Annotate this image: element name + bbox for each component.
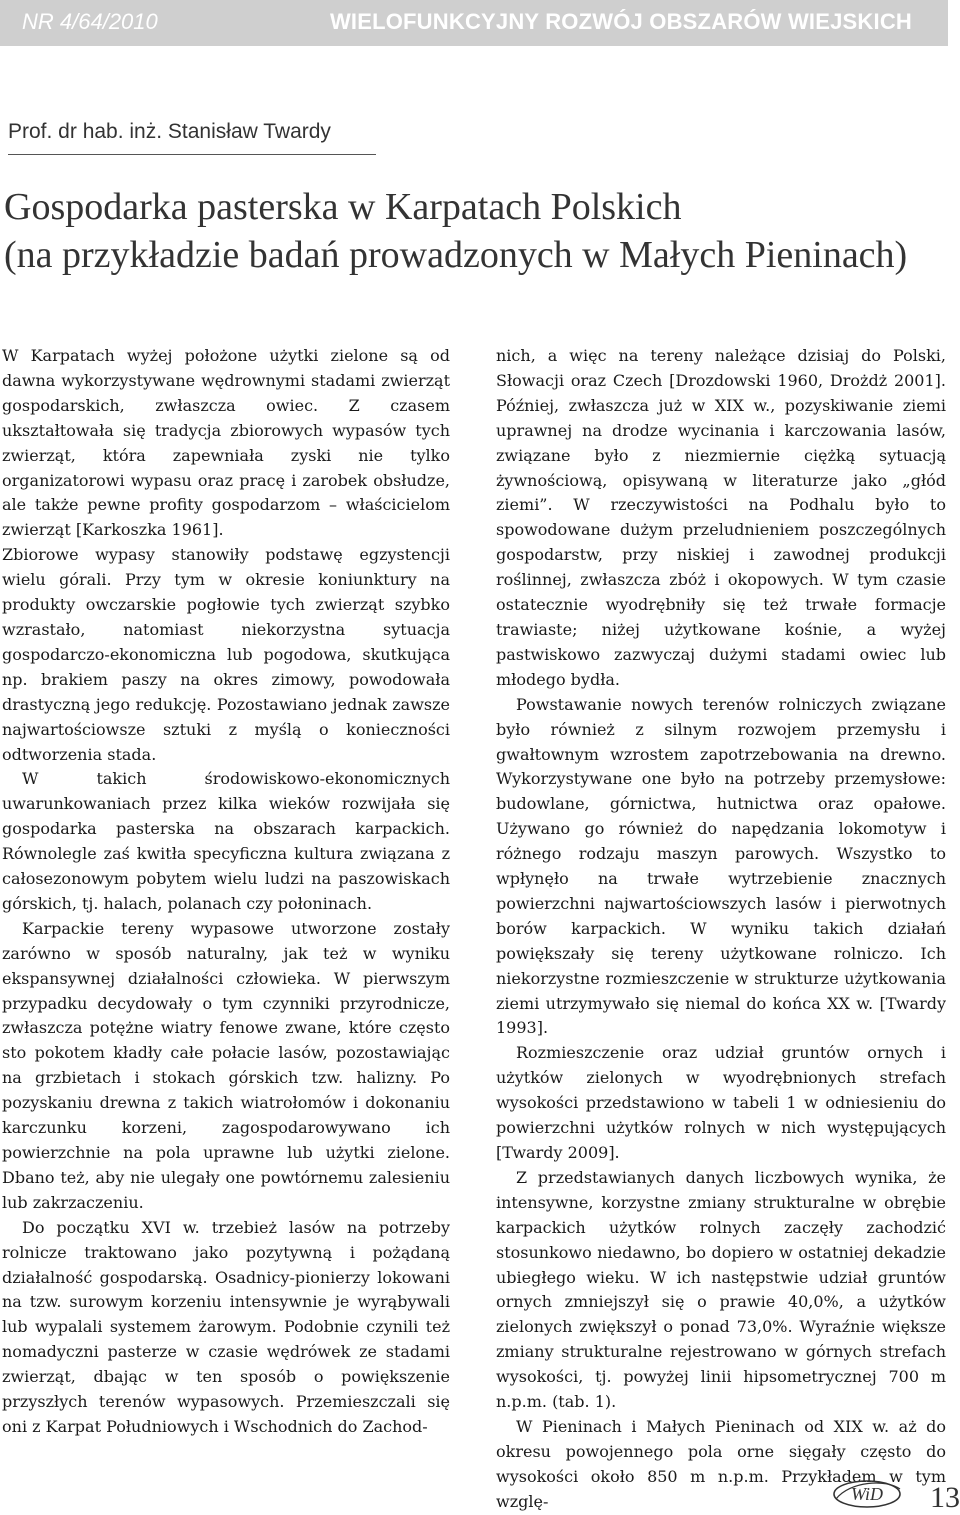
author-name: Prof. dr hab. inż. Stanisław Twardy [8, 120, 331, 143]
left-paragraph-2: Zbiorowe wypasy stanowiły podstawę egzystencji wielu górali. Przy tym w okresie koniunktury na produkty owczarskie pogłowie tych zwierząt szybko wzrastało, natomiast niekorzystna sytuacja gospodarczo-ekonomiczna lub pogodowa, skutkująca np. brakiem paszy na okres zimowy, powodowała drastyczną jego redukcję. Pozostawiano jednak zawsze najwartościowsze sztuki z myślą o konieczności odtworzenia stada. [2, 545, 450, 764]
title-line-1: Gospodarka pasterska w Karpatach Polskich [4, 186, 682, 228]
title-line-2: (na przykładzie badań prowadzonych w Małych Pieninach) [4, 234, 908, 276]
right-paragraph-4: Z przedstawianych danych liczbowych wynika, że intensywne, korzystne zmiany strukturalne w obrębie karpackich użytków rolnych zaczęły zachodzić stosunkowo niedawno, bo dopiero w ostatniej dekadzie ubiegłego wieku. W ich następstwie udział gruntów ornych zmniejszył się o prawie 40,0%, a użytków zielonych zwiększył o ponad 73,0%. Wyraźnie większe zmiany strukturalne rejestrowano w górnych strefach wysokości, tj. powyżej linii hipsometrycznej 700 m n.p.m. (tab. 1). [496, 1167, 946, 1412]
author-underline [8, 154, 376, 155]
journal-banner [0, 0, 948, 46]
issue-number: NR 4/64/2010 [22, 9, 158, 34]
right-paragraph-2: Powstawanie nowych terenów rolniczych związane było również z silnym rozwojem przemysłu i gwałtownym wzrostem zapotrzebowania na drewno. Wykorzystywane one było na potrzeby przemysłowe: budowlane, górnictwa, hutnictwa oraz opałowe. Używano go również do napędzania lokomotyw i różnego rodzaju maszyn parowych. Wszystko to wpłynęło na trwałe wytrzebienie znacznych powierzchni najwartościowszych lasów i pierwotnych borów karpackich. W wyniku takich działań powiększały się tereny użytkowane rolniczo. Ich niekorzystne rozmieszczenie w strukturze użytkowania ziemi utrzymywało się niemal do końca XX w. [Twardy 1993]. [496, 694, 946, 1038]
right-paragraph-3: Rozmieszczenie oraz udział gruntów ornych i użytków zielonych w wyodrębnionych strefach wysokości przedstawiono w tabeli 1 w odniesieniu do powierzchni użytków rolnych w nich występujących [Twardy 2009]. [496, 1043, 946, 1162]
left-column [2, 344, 450, 1440]
right-paragraph-5: W Pieninach i Małych Pieninach od XIX w. aż do okresu powojennego pola orne sięgały często do wysokości około 850 m n.p.m. Przykładem w tym wzglę- [496, 1416, 946, 1511]
wid-logo-graphic [830, 1477, 904, 1511]
right-column [496, 344, 946, 1515]
left-paragraph-4: Karpackie tereny wypasowe utworzone zostały zarówno w sposób naturalny, jak też w wyniku ekspansywnej działalności człowieka. W pierwszym przypadku decydowały o tym czynniki przyrodnicze, zwłaszcza potężne wiatry fenowe zwane, które często sto pokotem kładły całe połacie lasów, pozostawiając na grzbietach i stokach górskich tzw. halizny. Po pozyskaniu drewna z takich wiatrołomów i dokonaniu karczunku korzeni, zagospodarowywano ich powierzchnie na pola uprawne lub użytki zielone. Dbano też, aby nie ulegały one powtórnemu zalesieniu lub zakrzaczeniu. [2, 918, 450, 1212]
journal-title: WIELOFUNKCYJNY ROZWÓJ OBSZARÓW WIEJSKICH [329, 9, 912, 34]
wid-logo-text: WiD [850, 1484, 884, 1504]
article-title [4, 183, 944, 279]
right-paragraph-1: nich, a więc na tereny należące dzisiaj do Polski, Słowacji oraz Czech [Drozdowski 1960, Drożdż 2001]. Później, zwłaszcza już w XIX w., pozyskiwanie ziemi uprawnej na drodze wycinania i karczowania lasów, związane było z niezmiernie ciężką sytuacją żywnościową, opisywaną w literaturze jako „głód ziemi”. W rzeczywistości na Podhalu było to spowodowane dużym przeludnieniem poszczególnych gospodarstw, przy niskiej i zawodnej produkcji roślinnej, zwłaszcza zbóż i okopowych. W tym czasie ostatecznie wyodrębniły się też trwałe formacje trawiaste; niżej użytkowane kośnie, a wyżej pastwiskowo zazwyczaj dużymi stadami owiec lub młodego bydła. [496, 346, 946, 689]
page-number: 13 [930, 1481, 960, 1514]
left-paragraph-3: W takich środowiskowo-ekonomicznych uwarunkowaniach przez kilka wieków rozwijała się gospodarka pasterska na obszarach karpackich. Równolegle zaś kwitła specyficzna kultura związana z całosezonowym pobytem wielu ludzi na paszowiskach górskich, tj. halach, polanach czy połoninach. [2, 769, 450, 913]
left-paragraph-1: W Karpatach wyżej położone użytki zielone są od dawna wykorzystywane wędrownymi stadami zwierząt gospodarskich, zwłaszcza owiec. Z czasem ukształtowała się tradycja zbiorowych wypasów tych zwierząt, która zapewniała zyski nie tylko organizatorowi wypasu oraz pracę i zarobek obsłudze, ale także pewne profity gospodarzom – właścicielom zwierząt [Karkoszka 1961]. [2, 346, 450, 540]
left-paragraph-5: Do początku XVI w. trzebież lasów na potrzeby rolnicze traktowano jako pozytywną i pożądaną działalność gospodarską. Osadnicy-pionierzy lokowani na tzw. surowym korzeniu intensywnie je wyrąbywali lub wypalali systemem żarowym. Podobnie czynili też nomadyczni pasterze w czasie wędrówek ze stadami zwierząt, dbając w ten sposób o powiększenie przyszłych terenów wypasowych. Przemieszczali się oni z Karpat Południowych i Wschodnich do Zachod- [2, 1217, 450, 1436]
wid-logo [830, 1477, 904, 1511]
